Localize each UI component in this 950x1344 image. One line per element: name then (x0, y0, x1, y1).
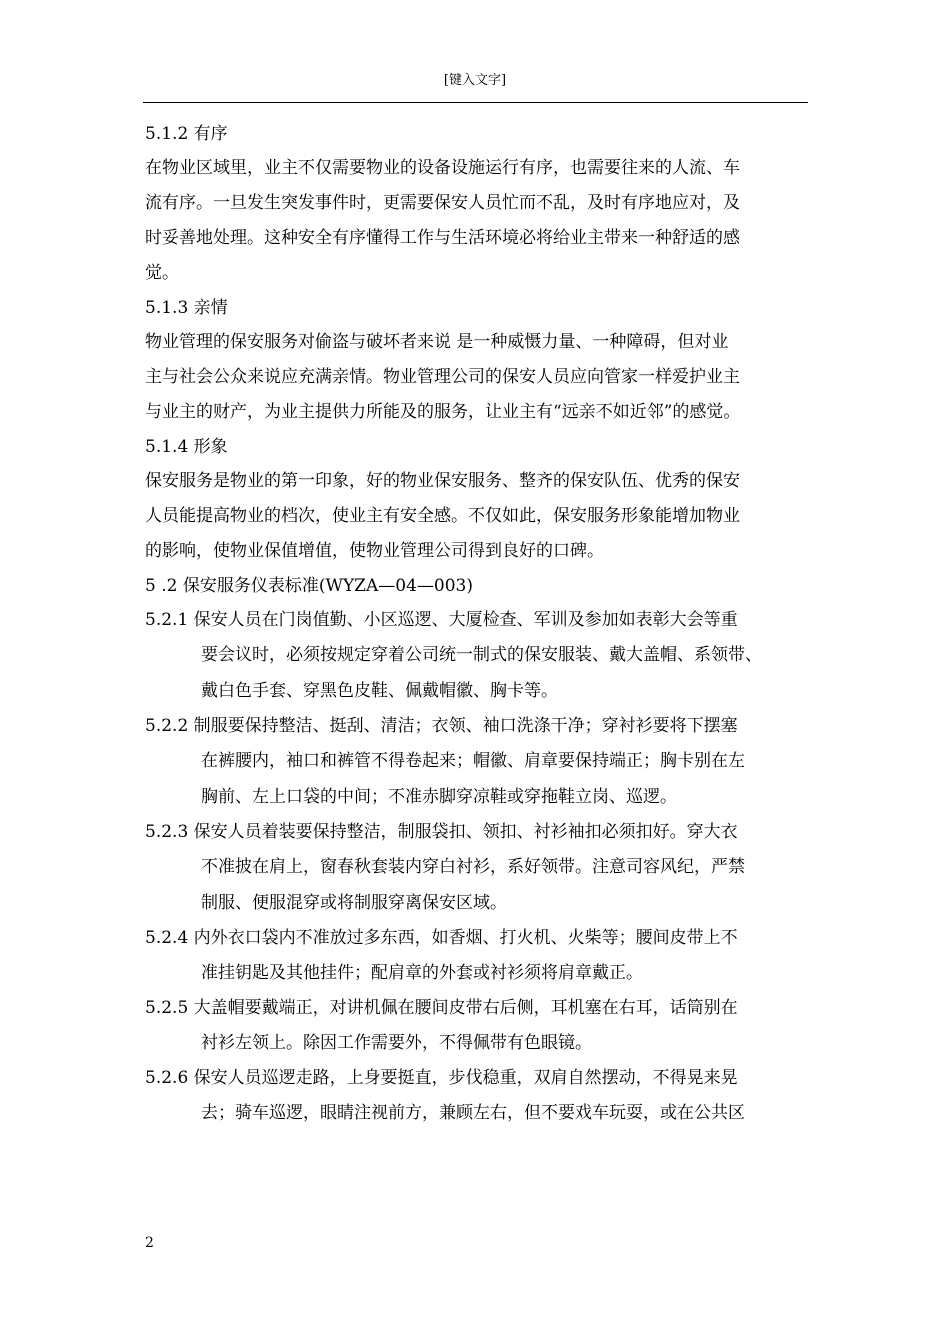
list-item-continuation: 要会议时，必须按规定穿着公司统一制式的保安服装、戴大盖帽、系领带、 (201, 645, 762, 665)
paragraph-line: 在物业区域里，业主不仅需要物业的设备设施运行有序，也需要往来的人流、车 (145, 158, 740, 178)
list-item-continuation: 准挂钥匙及其他挂件；配肩章的外套或衬衫须将肩章戴正。 (201, 963, 643, 983)
document-body (145, 117, 810, 1131)
list-item-continuation: 不准披在肩上，窗春秋套装内穿白衬衫，系好领带。注意司容风纪，严禁 (201, 857, 745, 877)
header-divider (143, 102, 808, 103)
paragraph-line: 觉。 (145, 263, 179, 283)
paragraph-line: 与业主的财产，为业主提供力所能及的服务，让业主有“远亲不如近邻”的感觉。 (145, 402, 741, 422)
list-item-continuation: 在裤腰内，袖口和裤管不得卷起来；帽徽、肩章要保持端正；胸卡别在左 (201, 751, 745, 771)
paragraph-line: 流有序。一旦发生突发事件时，更需要保安人员忙而不乱，及时有序地应对，及 (145, 193, 740, 213)
paragraph-line: 的影响，使物业保值增值，使物业管理公司得到良好的口碑。 (145, 541, 604, 561)
list-item-continuation: 制服、便服混穿或将制服穿离保安区域。 (201, 893, 507, 913)
list-item: 5.2.4 内外衣口袋内不准放过多东西，如香烟、打火机、火柴等；腰间皮带上不 (145, 928, 738, 948)
list-item: 5.2.5 大盖帽要戴端正，对讲机佩在腰间皮带右后侧，耳机塞在右耳，话筒别在 (145, 998, 738, 1018)
paragraph-line: 主与社会公众来说应充满亲情。物业管理公司的保安人员应向管家一样爱护业主 (145, 367, 740, 387)
paragraph-line: 保安服务是物业的第一印象，好的物业保安服务、整齐的保安队伍、优秀的保安 (145, 471, 740, 491)
paragraph-line: 时妥善地处理。这种安全有序懂得工作与生活环境必将给业主带来一种舒适的感 (145, 228, 740, 248)
list-item-continuation: 胸前、左上口袋的中间；不准赤脚穿凉鞋或穿拖鞋立岗、巡逻。 (201, 787, 677, 807)
page-header: [键入文字] (443, 73, 507, 88)
section-heading: 5 .2 保安服务仪表标准(WYZA—04—003) (145, 576, 473, 596)
page-number: 2 (145, 1235, 154, 1251)
section-heading: 5.1.4 形象 (145, 437, 228, 457)
section-heading: 5.1.2 有序 (145, 124, 228, 144)
list-item: 5.2.3 保安人员着装要保持整洁，制服袋扣、领扣、衬衫袖扣必须扣好。穿大衣 (145, 822, 738, 842)
list-item-continuation: 去；骑车巡逻，眼睛注视前方，兼顾左右，但不要戏车玩耍，或在公共区 (201, 1103, 745, 1123)
list-item: 5.2.1 保安人员在门岗值勤、小区巡逻、大厦检查、军训及参加如表彰大会等重 (145, 610, 738, 630)
list-item: 5.2.6 保安人员巡逻走路，上身要挺直，步伐稳重，双肩自然摆动，不得晃来晃 (145, 1068, 738, 1088)
list-item-continuation: 衬衫左领上。除因工作需要外，不得佩带有色眼镜。 (201, 1033, 592, 1053)
paragraph-line: 物业管理的保安服务对偷盗与破坏者来说 是一种威慑力量、一种障碍，但对业 (145, 332, 729, 352)
section-heading: 5.1.3 亲情 (145, 298, 228, 318)
list-item: 5.2.2 制服要保持整洁、挺刮、清洁；衣领、袖口洗涤干净；穿衬衫要将下摆塞 (145, 716, 738, 736)
paragraph-line: 人员能提高物业的档次，使业主有安全感。不仅如此，保安服务形象能增加物业 (145, 506, 740, 526)
list-item-continuation: 戴白色手套、穿黑色皮鞋、佩戴帽徽、胸卡等。 (201, 681, 558, 701)
